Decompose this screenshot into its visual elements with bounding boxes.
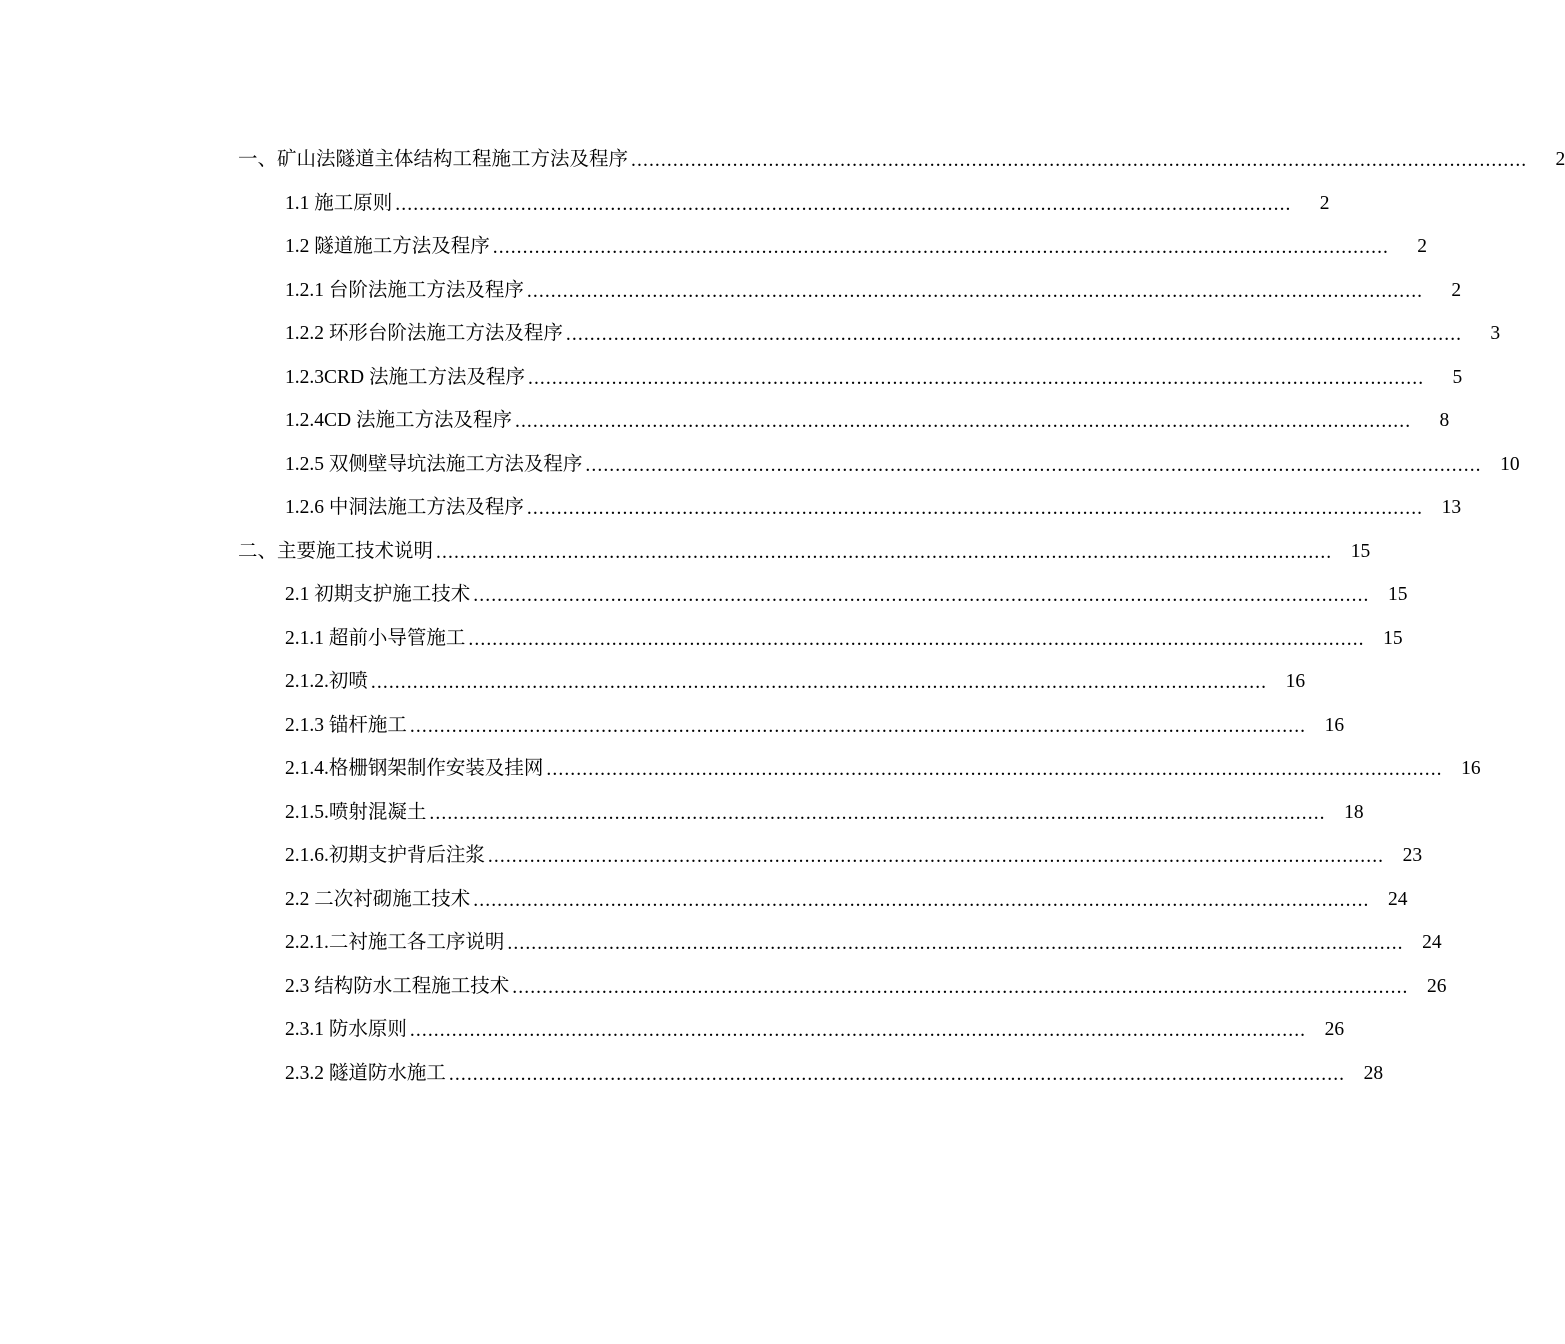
toc-entry-title[interactable]: 2.2 二次衬砌施工技术 bbox=[285, 888, 471, 910]
toc-entry[interactable] bbox=[0, 1008, 1345, 1052]
toc-entry-title[interactable]: 1.2.2 环形台阶法施工方法及程序 bbox=[285, 323, 563, 344]
toc-page-number[interactable]: 23 bbox=[1402, 845, 1423, 866]
toc-entry-title[interactable]: 2.1.2.初喷 bbox=[285, 671, 368, 692]
toc-dot-leader: ...................................................................................................................................................... bbox=[526, 498, 1424, 519]
toc-dot-leader: ...................................................................................................................................................... bbox=[436, 541, 1333, 563]
toc-dot-leader: ...................................................................................................................................................... bbox=[448, 1063, 1346, 1085]
toc-page-number[interactable]: 28 bbox=[1363, 1062, 1384, 1084]
toc-entry-title[interactable]: 2.2.1.二衬施工各工序说明 bbox=[285, 932, 505, 953]
toc-entry-title[interactable]: 2.1.6.初期支护背后注浆 bbox=[285, 845, 485, 866]
toc-entry-title[interactable]: 2.1.1 超前小导管施工 bbox=[285, 627, 466, 649]
toc-page-number[interactable]: 15 bbox=[1388, 584, 1408, 605]
toc-dot-leader: ...................................................................................................................................................... bbox=[473, 585, 1370, 606]
toc-dot-leader: ...................................................................................................................................................... bbox=[546, 759, 1443, 780]
toc-entry[interactable] bbox=[0, 834, 1423, 878]
toc-page-number[interactable]: 5 bbox=[1452, 366, 1463, 388]
toc-page-number[interactable]: 16 bbox=[1461, 758, 1481, 779]
toc-entry[interactable] bbox=[0, 138, 1565, 182]
toc-entry-title[interactable]: 二、主要施工技术说明 bbox=[238, 540, 434, 562]
toc-entry-title[interactable]: 2.3.2 隧道防水施工 bbox=[285, 1062, 446, 1084]
toc-entry[interactable] bbox=[0, 225, 1428, 269]
table-of-contents bbox=[0, 138, 1565, 1095]
toc-page-number[interactable]: 2 bbox=[1319, 192, 1330, 214]
toc-dot-leader: ...................................................................................................................................................... bbox=[585, 454, 1482, 476]
toc-entry[interactable] bbox=[0, 660, 1306, 704]
toc-dot-leader: ...................................................................................................................................................... bbox=[492, 237, 1390, 258]
toc-entry[interactable] bbox=[0, 921, 1442, 965]
toc-dot-leader: ...................................................................................................................................................... bbox=[631, 150, 1528, 171]
toc-entry[interactable] bbox=[0, 443, 1520, 487]
toc-dot-leader: ...................................................................................................................................................... bbox=[409, 1020, 1307, 1041]
toc-page-number[interactable]: 24 bbox=[1422, 932, 1442, 953]
toc-page-number[interactable]: 16 bbox=[1285, 671, 1306, 692]
toc-dot-leader: ...................................................................................................................................................... bbox=[370, 672, 1268, 693]
toc-entry-title[interactable]: 1.2.6 中洞法施工方法及程序 bbox=[285, 497, 524, 518]
toc-entry[interactable] bbox=[0, 704, 1345, 748]
toc-entry-title[interactable]: 2.1.4.格栅钢架制作安装及挂网 bbox=[285, 758, 544, 779]
toc-entry-title[interactable]: 1.2 隧道施工方法及程序 bbox=[285, 236, 490, 257]
toc-dot-leader: ...................................................................................................................................................... bbox=[526, 280, 1424, 302]
toc-entry[interactable] bbox=[0, 965, 1447, 1009]
toc-entry[interactable] bbox=[0, 1052, 1384, 1096]
toc-entry[interactable] bbox=[0, 530, 1371, 574]
toc-entry-title[interactable]: 2.1.3 锚杆施工 bbox=[285, 714, 407, 736]
toc-dot-leader: ...................................................................................................................................................... bbox=[527, 367, 1425, 389]
toc-dot-leader: ...................................................................................................................................................... bbox=[468, 628, 1365, 650]
toc-dot-leader: ...................................................................................................................................................... bbox=[395, 193, 1292, 215]
toc-page-number[interactable]: 15 bbox=[1383, 627, 1403, 649]
toc-page-number[interactable]: 2 bbox=[1555, 149, 1565, 170]
toc-entry-title[interactable]: 1.2.4CD 法施工方法及程序 bbox=[285, 410, 512, 431]
toc-entry[interactable] bbox=[0, 356, 1463, 400]
toc-entry[interactable] bbox=[0, 312, 1501, 356]
toc-dot-leader: ...................................................................................................................................................... bbox=[409, 715, 1307, 737]
toc-entry-title[interactable]: 1.2.1 台阶法施工方法及程序 bbox=[285, 279, 524, 301]
toc-dot-leader: ...................................................................................................................................................... bbox=[565, 324, 1463, 345]
toc-dot-leader: ...................................................................................................................................................... bbox=[429, 802, 1326, 824]
toc-entry-title[interactable]: 一、矿山法隧道主体结构工程施工方法及程序 bbox=[238, 149, 629, 170]
toc-dot-leader: ...................................................................................................................................................... bbox=[487, 846, 1385, 867]
toc-dot-leader: ...................................................................................................................................................... bbox=[514, 411, 1412, 432]
toc-entry[interactable] bbox=[0, 878, 1408, 922]
toc-page-number[interactable]: 2 bbox=[1417, 236, 1428, 257]
toc-entry-title[interactable]: 2.1.5.喷射混凝土 bbox=[285, 801, 427, 823]
toc-entry-title[interactable]: 2.1 初期支护施工技术 bbox=[285, 584, 471, 605]
toc-page-number[interactable]: 26 bbox=[1427, 975, 1447, 997]
toc-entry[interactable] bbox=[0, 486, 1462, 530]
toc-entry[interactable] bbox=[0, 791, 1364, 835]
toc-entry-title[interactable]: 1.2.3CRD 法施工方法及程序 bbox=[285, 366, 525, 388]
toc-page-number[interactable]: 8 bbox=[1439, 410, 1450, 431]
toc-entry[interactable] bbox=[0, 399, 1450, 443]
toc-entry[interactable] bbox=[0, 269, 1462, 313]
toc-page-number[interactable]: 3 bbox=[1490, 323, 1501, 344]
toc-entry[interactable] bbox=[0, 182, 1330, 226]
toc-page-number[interactable]: 18 bbox=[1344, 801, 1364, 823]
toc-entry[interactable] bbox=[0, 617, 1403, 661]
toc-entry-title[interactable]: 1.2.5 双侧壁导坑法施工方法及程序 bbox=[285, 453, 583, 475]
toc-entry[interactable] bbox=[0, 573, 1408, 617]
toc-page-number[interactable]: 24 bbox=[1388, 888, 1408, 910]
toc-page-number[interactable]: 26 bbox=[1324, 1019, 1345, 1040]
toc-page-number[interactable]: 2 bbox=[1451, 279, 1462, 301]
toc-page-number[interactable]: 16 bbox=[1324, 714, 1345, 736]
toc-page-number[interactable]: 15 bbox=[1350, 540, 1371, 562]
toc-page-number[interactable]: 13 bbox=[1441, 497, 1462, 518]
toc-dot-leader: ...................................................................................................................................................... bbox=[473, 889, 1370, 911]
toc-dot-leader: ...................................................................................................................................................... bbox=[512, 976, 1409, 998]
toc-page-number[interactable]: 10 bbox=[1500, 453, 1520, 475]
toc-dot-leader: ...................................................................................................................................................... bbox=[507, 933, 1404, 954]
toc-entry[interactable] bbox=[0, 747, 1481, 791]
toc-entry-title[interactable]: 1.1 施工原则 bbox=[285, 192, 393, 214]
toc-entry-title[interactable]: 2.3.1 防水原则 bbox=[285, 1019, 407, 1040]
toc-entry-title[interactable]: 2.3 结构防水工程施工技术 bbox=[285, 975, 510, 997]
